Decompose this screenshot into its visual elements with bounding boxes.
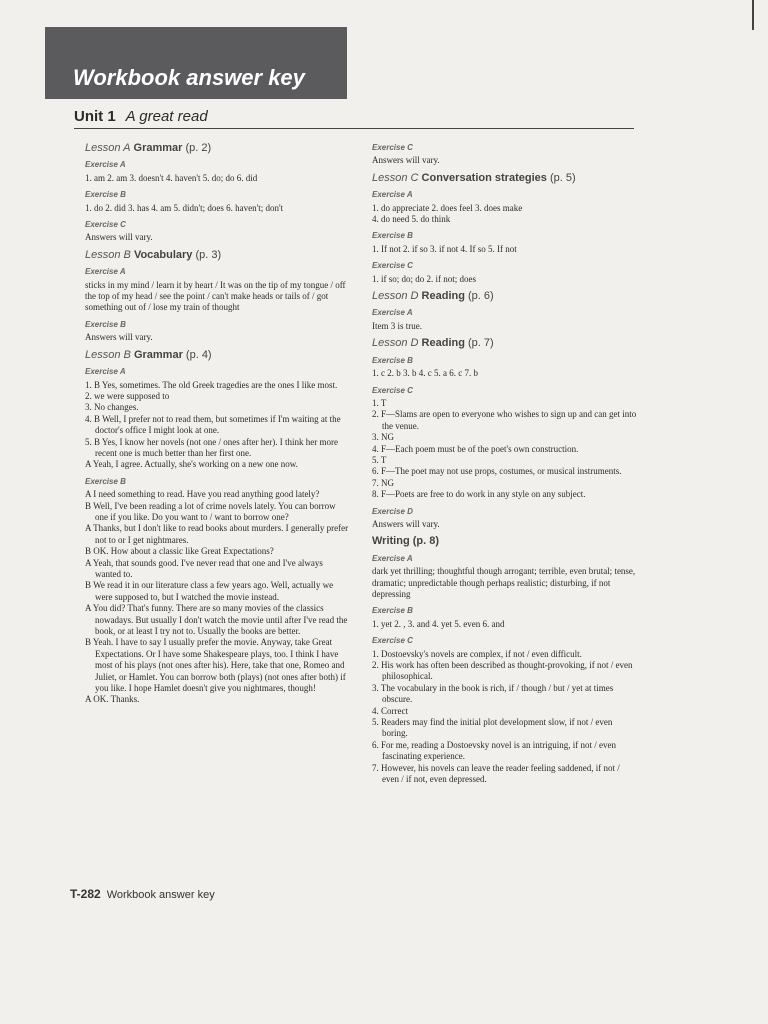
answer-line: B OK. How about a classic like Great Expectations? [85, 546, 274, 557]
answer-line: Answers will vary. [85, 232, 153, 243]
answer-line: Item 3 is true. [372, 320, 422, 331]
exercise-label: Exercise B [85, 319, 126, 329]
answer-line: 1. do 2. did 3. has 4. am 5. didn't; does 6. haven't; don't [85, 202, 284, 213]
answer-line: A OK. Thanks. [85, 694, 140, 705]
lesson-topic: Reading [421, 290, 465, 303]
exercise-label: Exercise A [372, 553, 413, 563]
answer-line: A You did? That's funny. There are so many movies of the classics nowadays. But usually I don't watch the movie until after I've read the book, or at least I try not to. Usually the books are better. [85, 603, 348, 637]
footer-label: Workbook answer key [106, 889, 215, 901]
unit-name: A great read [125, 108, 208, 125]
exercise-label: Exercise A [85, 367, 126, 377]
exercise-label: Exercise D [372, 506, 413, 516]
lesson-heading [85, 250, 350, 261]
answer-line: B Yeah. I have to say I usually prefer the movie. Anyway, take Great Expectations. Or I have some Shakespeare plays, too. I think I have most of his plays (not ones after his). Here, take that one, Romeo and Juliet, or Hamlet. You can borrow both (plays) (not ones after both) if you like. I hope Hamlet doesn't give you nightmares, though! [85, 637, 346, 694]
answer-line: 1. if so; do; do 2. if not; does [372, 273, 476, 284]
answer-line: Answers will vary. [85, 332, 153, 343]
lesson-name: Lesson A [85, 142, 131, 154]
page-number: T-282 [70, 887, 101, 901]
page-banner: Workbook answer key [45, 27, 347, 99]
lesson-name: Lesson B [85, 248, 131, 261]
answer-line: 5. T [372, 454, 387, 465]
answer-line: 1. T [372, 397, 387, 408]
lesson-heading [372, 173, 637, 184]
section-heading [372, 536, 637, 547]
answer-line: dark yet thrilling; thoughtful though arrogant; terrible, even brutal; tense, dramatic; unpredictable though perhaps realistic; disturbing, if not depressing [372, 566, 636, 599]
lesson-topic: Grammar [133, 142, 183, 154]
answer-line: 1. do appreciate 2. does feel 3. does make [372, 202, 523, 213]
answer-line: 6. For me, reading a Dostoevsky novel is an intriguing, if not / even fascinating experience. [372, 739, 616, 762]
exercise-label: Exercise B [372, 231, 413, 241]
lesson-page: (p. 3) [195, 248, 222, 261]
answer-line: A Yeah, I agree. Actually, she's working on a new one now. [85, 459, 298, 470]
lesson-page: (p. 6) [468, 290, 494, 303]
exercise-label: Exercise B [85, 190, 126, 200]
answer-line: 1. c 2. b 3. b 4. c 5. a 6. c 7. b [372, 368, 478, 379]
lesson-heading [85, 350, 350, 361]
answer-line: 6. F—The poet may not use props, costumes, or musical instruments. [372, 466, 622, 477]
left-column [85, 137, 350, 706]
answer-line: 2. we were supposed to [85, 390, 170, 401]
lesson-topic: Grammar [133, 348, 183, 361]
answer-line: 5. B Yes, I know her novels (not one / ones after her). I think her more recent one is much better than her first one. [85, 436, 338, 458]
lesson-heading [372, 291, 637, 302]
lesson-name: Lesson D [372, 290, 419, 303]
exercise-label: Exercise C [372, 261, 413, 271]
answer-line: 1. Dostoevsky's novels are complex, if not / even difficult. [372, 648, 582, 659]
lesson-page: (p. 7) [468, 337, 494, 350]
exercise-label: Exercise B [85, 476, 126, 486]
exercise-label: Exercise C [372, 143, 413, 152]
answer-line: 3. The vocabulary in the book is rich, if / though / but / yet at times obscure. [372, 682, 614, 705]
answer-line: 1. B Yes, sometimes. The old Greek tragedies are the ones I like most. [85, 379, 338, 390]
answer-line: A Thanks, but I don't like to read books about murders. I generally prefer not to or I get nightmares. [85, 523, 349, 545]
answer-line: 4. F—Each poem must be of the poet's own construction. [372, 443, 579, 454]
exercise-label: Exercise C [372, 385, 413, 395]
answer-line: 3. No changes. [85, 402, 139, 413]
lesson-topic: Reading [421, 337, 465, 350]
exercise-label: Exercise A [85, 267, 126, 277]
lesson-name: Lesson B [85, 348, 131, 361]
lesson-page: (p. 4) [185, 348, 212, 361]
answer-line: Answers will vary. [372, 518, 440, 529]
right-column [372, 137, 637, 786]
answer-line: 4. B Well, I prefer not to read them, but sometimes if I'm waiting at the doctor's office I might look at one. [85, 413, 341, 436]
lesson-heading [85, 143, 350, 154]
answer-line: 4. do need 5. do think [372, 214, 451, 225]
unit-heading [74, 108, 634, 129]
answer-line: A Yeah, that sounds good. I've never read that one and I've always wanted to. [85, 557, 323, 579]
answer-line: A I need something to read. Have you read anything good lately? [85, 489, 320, 500]
lesson-page: (p. 2) [185, 142, 212, 154]
answer-line: 1. am 2. am 3. doesn't 4. haven't 5. do; do 6. did [85, 172, 258, 183]
unit-number: Unit 1 [74, 108, 116, 125]
answer-line: 7. NG [372, 477, 394, 488]
answer-line: 1. yet 2. , 3. and 4. yet 5. even 6. and [372, 618, 505, 629]
exercise-label: Exercise A [372, 190, 413, 200]
section-topic: Writing [372, 535, 410, 548]
section-page: (p. 8) [412, 535, 440, 548]
answer-line: 2. His work has often been described as thought-provoking, if not / even philosophical. [372, 660, 633, 682]
exercise-label: Exercise A [85, 160, 126, 170]
answer-line: Answers will vary. [372, 155, 440, 166]
scan-edge-mark [752, 0, 754, 30]
answer-line: 3. NG [372, 432, 394, 443]
lesson-name: Lesson D [372, 337, 419, 350]
exercise-label: Exercise C [372, 636, 413, 646]
answer-line: sticks in my mind / learn it by heart / It was on the tip of my tongue / off the top of my head / see the point / can't make heads or tails of / got something out of / lose my train of thought [85, 279, 346, 313]
lesson-heading [372, 338, 637, 349]
answer-line: B We read it in our literature class a few years ago. Well, actually we were supposed to, but I watched the movie instead. [85, 580, 334, 602]
answer-line: 5. Readers may find the initial plot development slow, if not / even boring. [372, 717, 613, 739]
answer-line: 4. Correct [372, 705, 408, 716]
exercise-label: Exercise B [372, 606, 413, 616]
lesson-name: Lesson C [372, 171, 419, 184]
answer-line: B Well, I've been reading a lot of crime novels lately. You can borrow one if you like. Do you want to / want to borrow one? [85, 500, 336, 522]
answer-line: 1. If not 2. if so 3. if not 4. If so 5. If not [372, 243, 517, 254]
answer-line: 7. However, his novels can leave the reader feeling saddened, if not / even / if not, even depressed. [372, 762, 620, 785]
answer-line: 2. F—Slams are open to everyone who wishes to sign up and can get into the venue. [372, 409, 637, 431]
exercise-label: Exercise B [372, 355, 413, 365]
exercise-label: Exercise A [372, 308, 413, 318]
page-footer [70, 887, 215, 901]
lesson-topic: Conversation strategies [421, 171, 547, 184]
answer-line: 8. F—Poets are free to do work in any style on any subject. [372, 489, 586, 500]
exercise-label: Exercise C [85, 220, 126, 230]
lesson-topic: Vocabulary [133, 248, 193, 261]
lesson-page: (p. 5) [549, 171, 576, 184]
